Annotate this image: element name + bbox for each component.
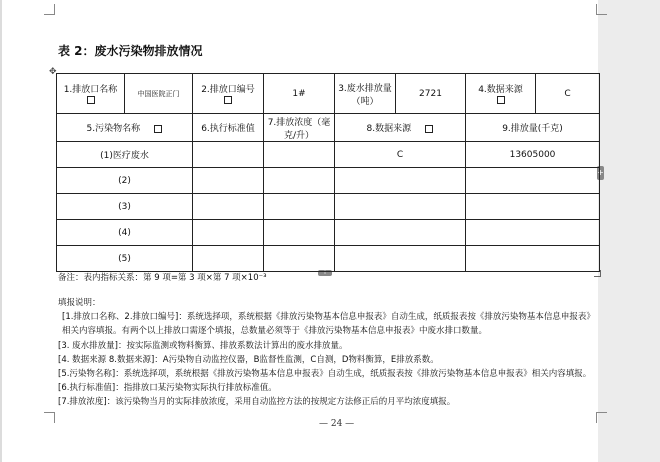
outlet-name-header	[57, 74, 125, 114]
table-move-handle-icon[interactable]: ✥	[49, 67, 57, 77]
standard-cell[interactable]	[193, 246, 264, 272]
amount-cell[interactable]	[466, 194, 600, 220]
concentration-cell[interactable]	[264, 168, 335, 194]
data-source-label: 8.数据来源	[366, 124, 412, 134]
outlet-code-label: 2.排放口编号	[201, 85, 255, 95]
pollutant-label: 5.污染物名称	[86, 124, 141, 134]
pollutant-name-cell[interactable]: (1)医疗废水	[57, 142, 193, 168]
source-header	[466, 74, 536, 114]
margin-corner-top-left	[44, 4, 55, 15]
source-checkbox[interactable]	[497, 96, 505, 104]
wastewater-table	[56, 73, 600, 272]
table-row	[57, 220, 600, 246]
data-source-checkbox[interactable]	[425, 125, 433, 133]
page-number: — 24 —	[319, 419, 355, 429]
source-cell[interactable]	[335, 168, 466, 194]
source-cell[interactable]: C	[335, 142, 466, 168]
source-cell[interactable]	[335, 194, 466, 220]
table-title: 表 2：废水污染物排放情况	[58, 44, 203, 58]
table-note: 备注：表内指标关系：第 9 项=第 3 项×第 7 项×10⁻³	[58, 273, 267, 283]
margin-corner-bottom-right	[596, 412, 607, 423]
volume-label: 3.废水排放量（吨）	[335, 74, 396, 114]
standard-label: 6.执行标准值	[193, 114, 264, 142]
amount-cell[interactable]: 13605000	[466, 142, 600, 168]
source-value[interactable]: C	[536, 74, 600, 114]
data-source-header	[335, 114, 466, 142]
outlet-name-value[interactable]: 中国医院正门	[125, 74, 193, 114]
volume-value[interactable]: 2721	[396, 74, 466, 114]
header-row-1	[57, 74, 600, 114]
concentration-cell[interactable]	[264, 142, 335, 168]
concentration-label: 7.排放浓度（毫克/升）	[264, 114, 335, 142]
table-row	[57, 194, 600, 220]
amount-label: 9.排放量(千克)	[466, 114, 600, 142]
standard-cell[interactable]	[193, 194, 264, 220]
pollutant-header	[57, 114, 193, 142]
concentration-cell[interactable]	[264, 220, 335, 246]
concentration-cell[interactable]	[264, 246, 335, 272]
header-row-2	[57, 114, 600, 142]
standard-cell[interactable]	[193, 220, 264, 246]
instruction-line: [4. 数据来源 8.数据来源]：A污染物自动监控仪器，B监督性监测，C自测，D物料衡算，E排放系数。	[58, 354, 439, 365]
pollutant-name-cell[interactable]: (2)	[57, 168, 193, 194]
source-cell[interactable]	[335, 246, 466, 272]
amount-cell[interactable]	[466, 220, 600, 246]
outlet-name-checkbox[interactable]	[87, 96, 95, 104]
amount-cell[interactable]	[466, 246, 600, 272]
outlet-code-value[interactable]: 1#	[264, 74, 335, 114]
instructions-heading: 填报说明：	[58, 298, 101, 308]
instructions	[58, 296, 598, 410]
left-gutter	[0, 0, 2, 462]
table-add-column-handle-icon[interactable]: +	[597, 166, 604, 180]
amount-cell[interactable]	[466, 168, 600, 194]
pollutant-name-cell[interactable]: (3)	[57, 194, 193, 220]
pollutant-checkbox[interactable]	[154, 125, 162, 133]
table-row	[57, 168, 600, 194]
standard-cell[interactable]	[193, 168, 264, 194]
instruction-line: [5.污染物名称]：系统选择项，系统根据《排放污染物基本信息申报表》自动生成，纸质报表按《排放污染物基本信息申报表》相关内容填报。	[58, 369, 592, 380]
pollutant-name-cell[interactable]: (5)	[57, 246, 193, 272]
standard-cell[interactable]	[193, 142, 264, 168]
table-row	[57, 246, 600, 272]
outlet-code-header	[193, 74, 264, 114]
source-label: 4.数据来源	[478, 85, 523, 95]
table-add-row-handle-icon[interactable]: +	[318, 270, 332, 276]
instruction-line: [3. 废水排放量]：按实际监测或物料衡算、排放系数法计算出的废水排放量。	[58, 340, 348, 351]
instruction-line: [7.排放浓度]：该污染物当月的实际排放浓度，采用自动监控方法的按规定方法修正后的月平均浓度填报。	[58, 397, 456, 408]
pollutant-name-cell[interactable]: (4)	[57, 220, 193, 246]
outlet-name-label: 1.排放口名称	[63, 85, 118, 95]
outlet-code-checkbox[interactable]	[224, 96, 232, 104]
table-row	[57, 142, 600, 168]
margin-corner-top-right	[596, 4, 607, 15]
right-gutter	[598, 0, 660, 462]
concentration-cell[interactable]	[264, 194, 335, 220]
margin-corner-bottom-left	[44, 412, 55, 423]
instruction-line: [6.执行标准值]：指排放口某污染物实际执行排放标准值。	[58, 383, 277, 394]
instruction-line: [1.排放口名称、2.排放口编号]：系统选择项，系统根据《排放污染物基本信息申报表》自动生成，纸质报表按《排放污染物基本信息申报表》相关内容填报。有两个以上排放口需逐个填报，总数量必须等于《排放污染物基本信息申报表》中废水排口数量。	[62, 312, 595, 337]
source-cell[interactable]	[335, 220, 466, 246]
